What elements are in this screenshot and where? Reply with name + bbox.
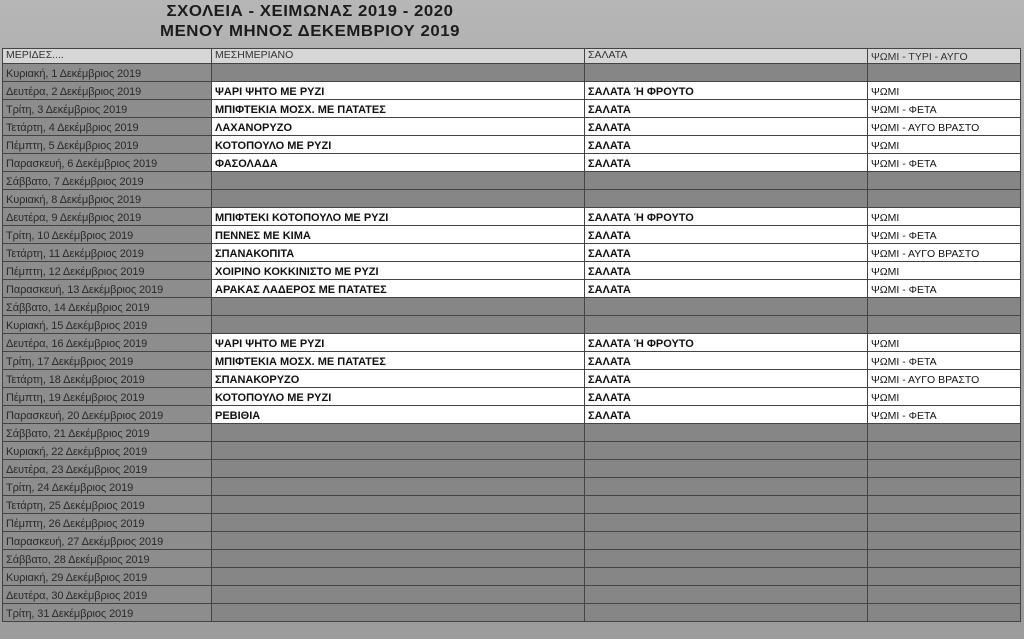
day-cell: Τρίτη, 24 Δεκέμβριος 2019 [3,478,212,496]
main-dish-cell [212,550,585,568]
title-line-schools-winter: ΣΧΟΛΕΙΑ - ΧΕΙΜΩΝΑΣ 2019 - 2020 [166,3,454,20]
title-line-december-menu: ΜΕΝΟΥ ΜΗΝΟΣ ΔΕΚΕΜΒΡΙΟΥ 2019 [160,23,460,40]
day-cell: Πέμπτη, 26 Δεκέμβριος 2019 [3,514,212,532]
salad-cell: ΣΑΛΑΤΑ [585,118,868,136]
bread-cell [868,478,1021,496]
table-row [3,352,1021,370]
day-cell: Πέμπτη, 5 Δεκέμβριος 2019 [3,136,212,154]
bread-cell: ΨΩΜΙ [868,262,1021,280]
day-cell: Τετάρτη, 11 Δεκέμβριος 2019 [3,244,212,262]
table-row [3,424,1021,442]
day-cell: Κυριακή, 15 Δεκέμβριος 2019 [3,316,212,334]
main-dish-cell [212,172,585,190]
main-dish-cell: ΨΑΡΙ ΨΗΤΟ ΜΕ ΡΥΖΙ [212,82,585,100]
salad-cell [585,190,868,208]
bread-cell [868,496,1021,514]
bread-cell [868,424,1021,442]
day-cell: Τρίτη, 17 Δεκέμβριος 2019 [3,352,212,370]
day-cell: Κυριακή, 22 Δεκέμβριος 2019 [3,442,212,460]
bread-cell: ΨΩΜΙ - ΦΕΤΑ [868,280,1021,298]
salad-cell: ΣΑΛΑΤΑ [585,136,868,154]
bread-cell [868,190,1021,208]
table-row [3,280,1021,298]
day-cell: Παρασκευή, 20 Δεκέμβριος 2019 [3,406,212,424]
bread-cell [868,514,1021,532]
bread-cell [868,460,1021,478]
bread-cell: ΨΩΜΙ - ΑΥΓΟ ΒΡΑΣΤΟ [868,244,1021,262]
salad-cell [585,64,868,82]
main-dish-cell [212,532,585,550]
main-dish-cell: ΨΑΡΙ ΨΗΤΟ ΜΕ ΡΥΖΙ [212,334,585,352]
salad-cell: ΣΑΛΑΤΑ Ή ΦΡΟΥΤΟ [585,82,868,100]
table-row [3,118,1021,136]
table-row [3,550,1021,568]
day-cell: Τετάρτη, 18 Δεκέμβριος 2019 [3,370,212,388]
main-dish-cell [212,478,585,496]
salad-cell: ΣΑΛΑΤΑ [585,244,868,262]
salad-cell [585,568,868,586]
bread-cell [868,64,1021,82]
main-dish-cell: ΜΠΙΦΤΕΚΙΑ ΜΟΣΧ. ΜΕ ΠΑΤΑΤΕΣ [212,100,585,118]
bread-cell: ΨΩΜΙ - ΑΥΓΟ ΒΡΑΣΤΟ [868,118,1021,136]
salad-cell: ΣΑΛΑΤΑ Ή ΦΡΟΥΤΟ [585,334,868,352]
day-cell: Κυριακή, 1 Δεκέμβριος 2019 [3,64,212,82]
salad-cell: ΣΑΛΑΤΑ [585,280,868,298]
salad-cell [585,316,868,334]
salad-cell [585,424,868,442]
day-cell: Δευτέρα, 2 Δεκέμβριος 2019 [3,82,212,100]
day-cell: Σάββατο, 7 Δεκέμβριος 2019 [3,172,212,190]
table-row [3,64,1021,82]
table-row [3,406,1021,424]
table-row [3,442,1021,460]
salad-cell: ΣΑΛΑΤΑ [585,406,868,424]
table-row [3,460,1021,478]
table-row [3,244,1021,262]
bread-cell: ΨΩΜΙ [868,208,1021,226]
table-row [3,190,1021,208]
day-cell: Σάββατο, 14 Δεκέμβριος 2019 [3,298,212,316]
bread-cell [868,442,1021,460]
bread-cell: ΨΩΜΙ - ΦΕΤΑ [868,100,1021,118]
day-cell: Πέμπτη, 12 Δεκέμβριος 2019 [3,262,212,280]
bread-cell: ΨΩΜΙ - ΑΥΓΟ ΒΡΑΣΤΟ [868,370,1021,388]
day-cell: Δευτέρα, 23 Δεκέμβριος 2019 [3,460,212,478]
table-row [3,532,1021,550]
table-row [3,226,1021,244]
day-cell: Παρασκευή, 6 Δεκέμβριος 2019 [3,154,212,172]
table-header-row [3,49,1021,64]
column-header-main: ΜΕΣΗΜΕΡΙΑΝΟ [212,49,585,64]
main-dish-cell: ΜΠΙΦΤΕΚΙ ΚΟΤΟΠΟΥΛΟ ΜΕ ΡΥΖΙ [212,208,585,226]
table-row [3,496,1021,514]
salad-cell: ΣΑΛΑΤΑ [585,226,868,244]
salad-cell: ΣΑΛΑΤΑ Ή ΦΡΟΥΤΟ [585,208,868,226]
main-dish-cell: ΚΟΤΟΠΟΥΛΟ ΜΕ ΡΥΖΙ [212,388,585,406]
salad-cell [585,460,868,478]
main-dish-cell: ΧΟΙΡΙΝΟ ΚΟΚΚΙΝΙΣΤΟ ΜΕ ΡΥΖΙ [212,262,585,280]
salad-cell: ΣΑΛΑΤΑ [585,262,868,280]
day-cell: Δευτέρα, 30 Δεκέμβριος 2019 [3,586,212,604]
bread-cell [868,316,1021,334]
bread-cell: ΨΩΜΙ - ΦΕΤΑ [868,406,1021,424]
main-dish-cell [212,460,585,478]
main-dish-cell [212,568,585,586]
bread-cell: ΨΩΜΙ - ΦΕΤΑ [868,154,1021,172]
bread-cell: ΨΩΜΙ [868,334,1021,352]
menu-table-body [3,49,1021,622]
table-row [3,370,1021,388]
bread-cell [868,568,1021,586]
table-row [3,100,1021,118]
column-header-salad: ΣΑΛΑΤΑ [585,49,868,64]
salad-cell: ΣΑΛΑΤΑ [585,370,868,388]
salad-cell [585,550,868,568]
day-cell: Παρασκευή, 13 Δεκέμβριος 2019 [3,280,212,298]
table-row [3,172,1021,190]
document-title [121,2,499,42]
salad-cell [585,442,868,460]
main-dish-cell [212,424,585,442]
salad-cell [585,478,868,496]
bread-cell [868,298,1021,316]
main-dish-cell: ΚΟΤΟΠΟΥΛΟ ΜΕ ΡΥΖΙ [212,136,585,154]
salad-cell [585,532,868,550]
table-row [3,262,1021,280]
table-row [3,604,1021,622]
day-cell: Σάββατο, 21 Δεκέμβριος 2019 [3,424,212,442]
main-dish-cell [212,316,585,334]
bread-cell [868,550,1021,568]
main-dish-cell [212,496,585,514]
main-dish-cell [212,442,585,460]
day-cell: Παρασκευή, 27 Δεκέμβριος 2019 [3,532,212,550]
bread-cell: ΨΩΜΙ [868,82,1021,100]
bread-cell: ΨΩΜΙ [868,136,1021,154]
bread-cell [868,172,1021,190]
bread-cell [868,532,1021,550]
salad-cell [585,496,868,514]
day-cell: Τετάρτη, 25 Δεκέμβριος 2019 [3,496,212,514]
salad-cell [585,514,868,532]
table-row [3,208,1021,226]
column-header-day: ΜΕΡΙΔΕΣ.... [3,49,212,64]
bread-cell [868,586,1021,604]
table-row [3,82,1021,100]
salad-cell [585,298,868,316]
day-cell: Τετάρτη, 4 Δεκέμβριος 2019 [3,118,212,136]
table-row [3,136,1021,154]
main-dish-cell [212,586,585,604]
table-row [3,316,1021,334]
main-dish-cell [212,190,585,208]
salad-cell: ΣΑΛΑΤΑ [585,154,868,172]
main-dish-cell: ΦΑΣΟΛΑΔΑ [212,154,585,172]
salad-cell [585,172,868,190]
main-dish-cell [212,604,585,622]
bread-cell: ΨΩΜΙ - ΦΕΤΑ [868,226,1021,244]
table-row [3,568,1021,586]
main-dish-cell: ΡΕΒΙΘΙΑ [212,406,585,424]
bread-cell: ΨΩΜΙ [868,388,1021,406]
column-header-bread: ΨΩΜΙ - ΤΥΡΙ - ΑΥΓΟ [868,49,1021,64]
salad-cell: ΣΑΛΑΤΑ [585,100,868,118]
day-cell: Πέμπτη, 19 Δεκέμβριος 2019 [3,388,212,406]
main-dish-cell [212,298,585,316]
salad-cell [585,604,868,622]
day-cell: Τρίτη, 3 Δεκέμβριος 2019 [3,100,212,118]
day-cell: Κυριακή, 8 Δεκέμβριος 2019 [3,190,212,208]
main-dish-cell: ΛΑΧΑΝΟΡΥΖΟ [212,118,585,136]
main-dish-cell: ΣΠΑΝΑΚΟΠΙΤΑ [212,244,585,262]
day-cell: Δευτέρα, 16 Δεκέμβριος 2019 [3,334,212,352]
table-row [3,334,1021,352]
main-dish-cell: ΑΡΑΚΑΣ ΛΑΔΕΡΟΣ ΜΕ ΠΑΤΑΤΕΣ [212,280,585,298]
main-dish-cell: ΠΕΝΝΕΣ ΜΕ ΚΙΜΑ [212,226,585,244]
table-row [3,388,1021,406]
main-dish-cell: ΜΠΙΦΤΕΚΙΑ ΜΟΣΧ. ΜΕ ΠΑΤΑΤΕΣ [212,352,585,370]
day-cell: Κυριακή, 29 Δεκέμβριος 2019 [3,568,212,586]
salad-cell: ΣΑΛΑΤΑ [585,352,868,370]
day-cell: Σάββατο, 28 Δεκέμβριος 2019 [3,550,212,568]
table-row [3,514,1021,532]
table-row [3,586,1021,604]
main-dish-cell [212,514,585,532]
day-cell: Τρίτη, 10 Δεκέμβριος 2019 [3,226,212,244]
day-cell: Τρίτη, 31 Δεκέμβριος 2019 [3,604,212,622]
table-row [3,478,1021,496]
day-cell: Δευτέρα, 9 Δεκέμβριος 2019 [3,208,212,226]
table-row [3,154,1021,172]
menu-table [2,48,1021,622]
main-dish-cell [212,64,585,82]
salad-cell [585,586,868,604]
bread-cell: ΨΩΜΙ - ΦΕΤΑ [868,352,1021,370]
salad-cell: ΣΑΛΑΤΑ [585,388,868,406]
main-dish-cell: ΣΠΑΝΑΚΟΡΥΖΟ [212,370,585,388]
table-row [3,298,1021,316]
bread-cell [868,604,1021,622]
